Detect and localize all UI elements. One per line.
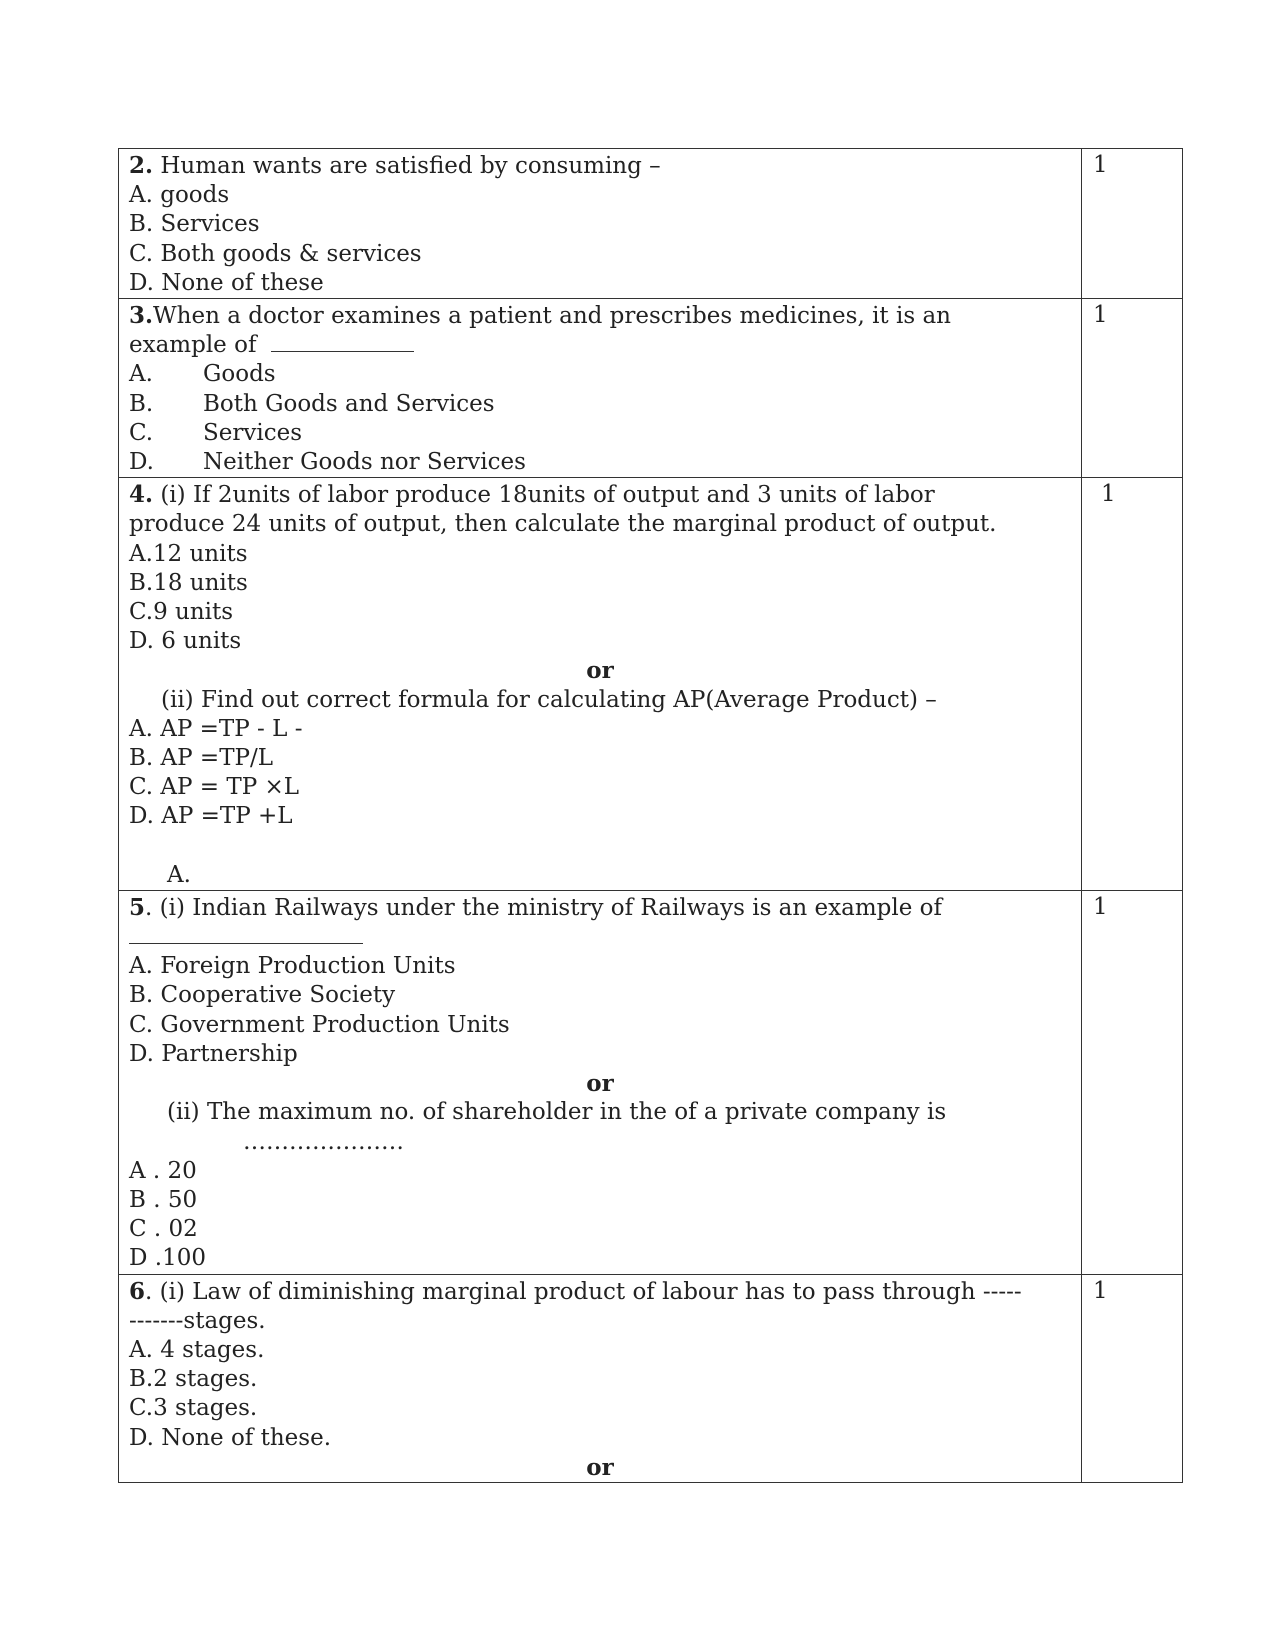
option-a: A. Foreign Production Units: [129, 953, 456, 980]
question-number: 4.: [129, 481, 154, 509]
marks-value: 1: [1093, 1277, 1108, 1304]
question-stem: 6. (i) Law of diminishing marginal product of labour has to pass through -----: [129, 1277, 1022, 1305]
option-d: D. None of these: [129, 269, 324, 296]
alt-option-a: A. AP =TP - L -: [129, 715, 303, 742]
question-row-3: [119, 299, 1183, 478]
option-d: D. Neither Goods nor Services: [129, 449, 526, 476]
alternative-question-stem: (ii) Find out correct formula for calculating AP(Average Product) –: [161, 686, 937, 713]
question-row-5: [119, 890, 1183, 1274]
or-separator: or: [586, 657, 614, 685]
alt-option-b: B . 50: [129, 1186, 198, 1213]
marks-value: 1: [1101, 481, 1116, 508]
question-stem: 5. (i) Indian Railways under the ministry of Railways is an example of: [129, 893, 942, 921]
option-a: A.12 units: [129, 540, 248, 567]
option-c: C.9 units: [129, 599, 234, 626]
question-row-6: [119, 1274, 1183, 1482]
option-c: C. Services: [129, 419, 303, 446]
marks-cell: [1082, 890, 1183, 1274]
question-number: 5: [129, 893, 146, 921]
question-number: 6: [129, 1277, 146, 1305]
spacer: [129, 832, 1071, 861]
question-cell: [119, 1274, 1082, 1482]
option-b: B.2 stages.: [129, 1366, 258, 1393]
or-separator: or: [586, 1453, 614, 1481]
answer-blank-line: [129, 923, 1071, 952]
option-b: B. Both Goods and Services: [129, 390, 495, 417]
option-b: B. Services: [129, 211, 260, 238]
option-b: B. Cooperative Society: [129, 982, 396, 1009]
alt-option-c: C . 02: [129, 1216, 198, 1243]
option-a: A. goods: [129, 182, 230, 209]
trailing-label: A.: [167, 861, 191, 888]
question-number: 3.: [129, 302, 154, 330]
alt-option-d: D .100: [129, 1245, 206, 1272]
option-c: C.3 stages.: [129, 1395, 258, 1422]
option-c: C. Government Production Units: [129, 1011, 510, 1038]
question-stem: 3.When a doctor examines a patient and prescribes medicines, it is an: [129, 302, 951, 330]
option-d: D. None of these.: [129, 1424, 332, 1451]
marks-cell: [1082, 299, 1183, 478]
marks-value: 1: [1093, 152, 1108, 178]
question-stem-continued: produce 24 units of output, then calculate the marginal product of output.: [129, 511, 997, 538]
question-cell: [119, 149, 1082, 299]
alt-option-b: B. AP =TP/L: [129, 745, 274, 772]
question-cell: [119, 890, 1082, 1274]
answer-dots: …………………: [243, 1128, 404, 1155]
marks-cell: [1082, 1274, 1183, 1482]
or-separator: or: [586, 1070, 614, 1098]
option-b: B.18 units: [129, 569, 248, 596]
marks-value: 1: [1093, 893, 1108, 920]
alternative-question-stem: (ii) The maximum no. of shareholder in the of a private company is: [167, 1099, 947, 1126]
alt-option-d: D. AP =TP +L: [129, 803, 293, 830]
option-a: A. Goods: [129, 361, 276, 388]
question-cell: [119, 478, 1082, 891]
question-stem: 2. Human wants are satisfied by consuming –: [129, 152, 661, 179]
option-d: D. Partnership: [129, 1040, 298, 1067]
alt-option-c: C. AP = TP ×L: [129, 774, 300, 801]
question-stem-continued: -------stages.: [129, 1307, 266, 1334]
option-a: A. 4 stages.: [129, 1336, 265, 1363]
question-number: 2.: [129, 152, 154, 179]
option-c: C. Both goods & services: [129, 240, 422, 267]
marks-cell: [1082, 149, 1183, 299]
question-row-4: [119, 478, 1183, 891]
question-table: [118, 148, 1183, 1483]
marks-value: 1: [1093, 302, 1108, 329]
option-d: D. 6 units: [129, 628, 242, 655]
answer-blank: [271, 331, 414, 352]
question-stem: 4. (i) If 2units of labor produce 18units of output and 3 units of labor: [129, 481, 935, 509]
question-row-2: [119, 149, 1183, 299]
question-stem-continued: example of: [129, 331, 1071, 360]
marks-cell: [1082, 478, 1183, 891]
alt-option-a: A . 20: [129, 1157, 197, 1184]
answer-blank: [129, 923, 363, 944]
question-cell: [119, 299, 1082, 478]
